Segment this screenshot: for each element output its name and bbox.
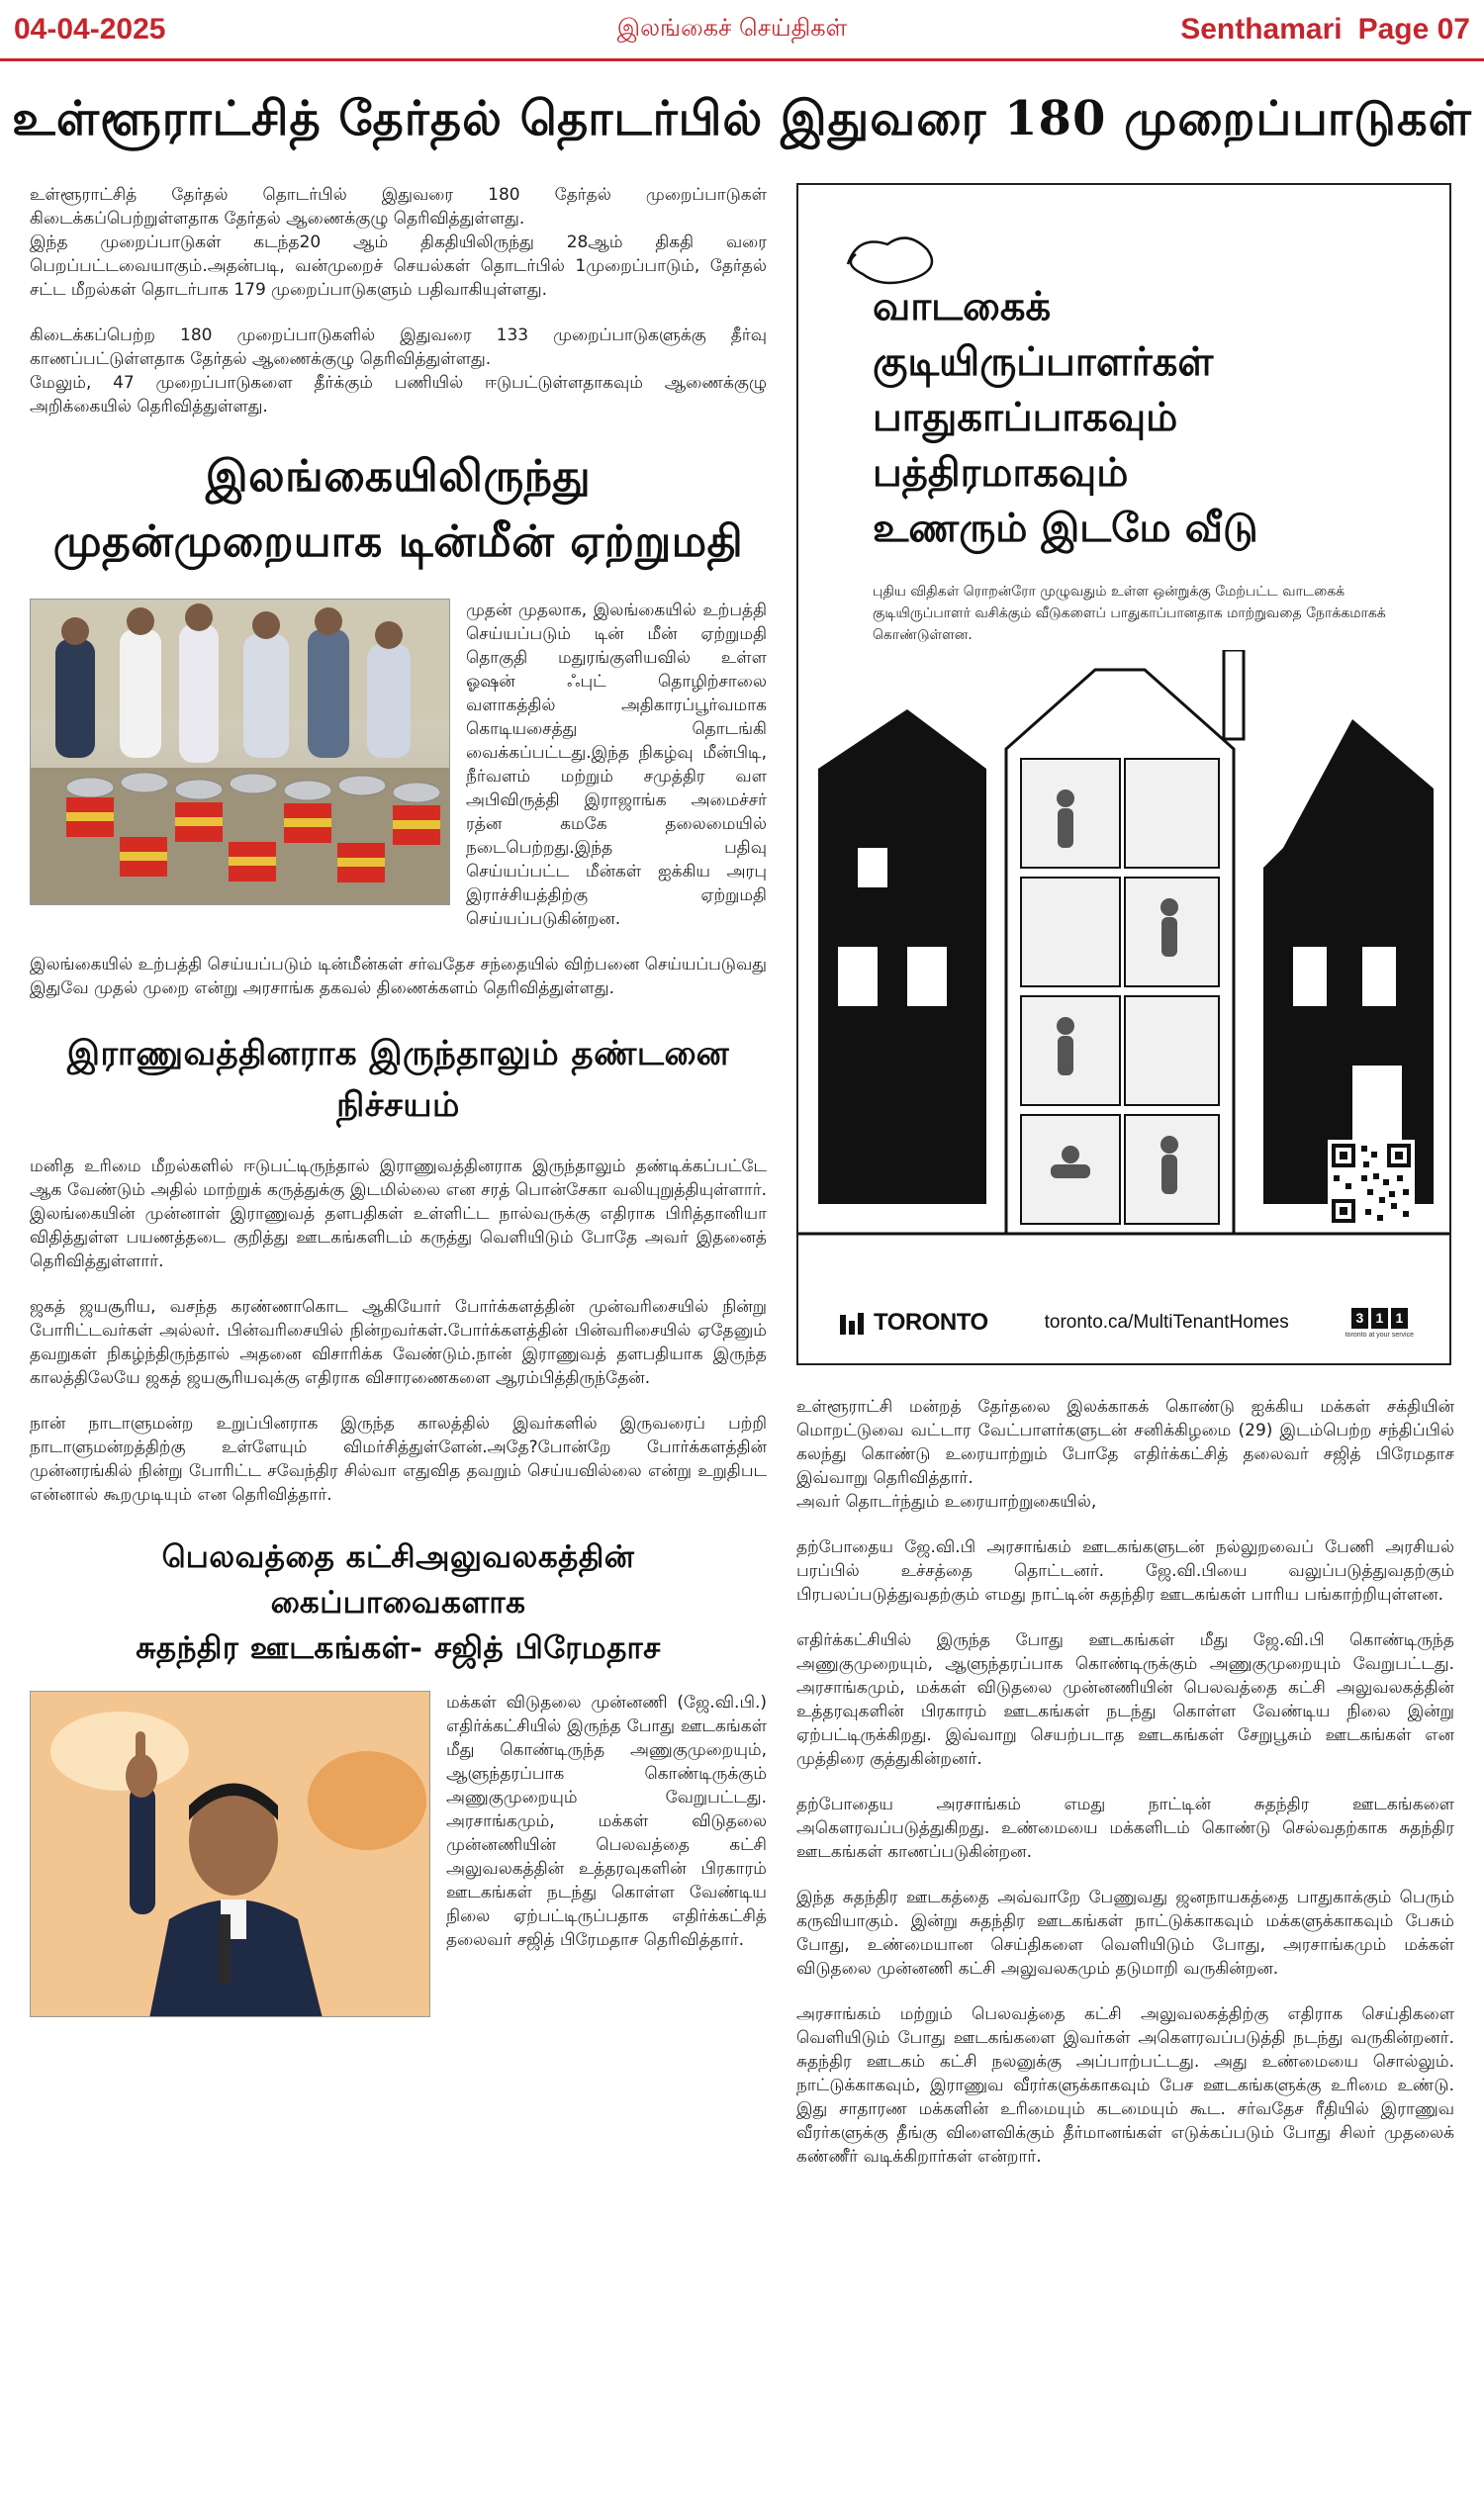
article-headline: இராணுவத்தினராக இருந்தாலும் தண்டனை நிச்சயம்	[66, 1034, 730, 1125]
article-headline	[30, 1534, 767, 1671]
publication-info	[1154, 13, 1470, 46]
headline-line: முதன்முறையாக டின்மீன் ஏற்றுமதி	[52, 516, 744, 567]
speaker-photo	[30, 1691, 430, 2017]
ad-headline-line: உணரும் இடமே வீடு	[873, 506, 1258, 551]
paragraph: மனித உரிமை மீறல்களில் ஈடுபட்டிருந்தால் இராணுவத்தினராக இருந்தாலும் தண்டிக்கப்பட்டே ஆக வேண்டும் அதில் மாற்றுக் கருத்துக்கு இடமில்லை என சரத் பொன்சேகா வலியுறுத்தியுள்ளார். இலங்கையின் முன்னாள் இராணுவத் தளபதிகள் உள்ளிட்ட நால்வருக்கு எதிராக பிரித்தானியா விதித்துள்ள பயணத்தடை குறித்து ஊடகங்களிடம் கருத்து வெளியிடும் போதே அவர் இதனைத் தெரிவித்துள்ளார்.	[30, 1157, 767, 1271]
paragraph: மக்கள் விடுதலை முன்னணி (ஜே.வி.பி.) எதிர்க்கட்சியில் இருந்த போது ஊடகங்கள் மீது கொண்டிருந்த அணுகுமுறையும், ஆளுந்தரப்பாக கொண்டிருக்கும் அணுகுமுறையும் வேறுபட்டது. அரசாங்கமும், மக்கள் விடுதலை முன்னணியின் பெலவத்தை கட்சி அலுவலகத்தின் உத்தரவுகளின் பிரகாரம் ஊடகங்கள் நடந்து கொள்ள வேண்டிய நிலை ஏற்பட்டிருப்பதாக எதிர்க்கட்சித் தலைவர் சஜித் பிரேமதாச தெரிவித்தார்.	[446, 1693, 767, 1950]
page-header	[0, 0, 1484, 61]
paragraph: இந்த சுதந்திர ஊடகத்தை அவ்வாறே பேணுவது ஜனநாயகத்தை பாதுகாக்கும் பெரும் கருவியாகும். இன்று சுதந்திர ஊடகங்கள் நாட்டுக்காகவும் மக்களுக்காகவும் பேசும் போது, உண்மையான செய்திகளை வெளியிடும் போது, அரசாங்கமும் மக்கள் விடுதலை முன்னணி கட்சி அலுவலகமும் தடுமாறி வருகின்றன.	[796, 1888, 1454, 1979]
badge-digit: 3	[1351, 1308, 1368, 1329]
paragraph: கிடைக்கப்பெற்ற 180 முறைப்பாடுகளில் இதுவரை 133 முறைப்பாடுகளுக்கு தீர்வு காணப்பட்டுள்ளதாக தேர்தல் ஆணைக்குழு தெரிவித்துள்ளது.	[30, 325, 767, 369]
ad-headline-line: குடியிருப்பாளர்கள்	[873, 339, 1214, 385]
paragraph: நான் நாடாளுமன்ற உறுப்பினராக இருந்த காலத்தில் இவர்களில் இருவரைப் பற்றி நாடாளுமன்றத்திற்கு உள்ளேயும் விமர்சித்துள்ளேன்.அதே?போன்றே போர்க்களத்தின் முன்னரங்கில் நின்று போரிட்ட சவேந்திர சில்வா எதுவித தவறும் செய்யவில்லை என்று உறுதிபட என்னால் கூறமுடியும் என தெரிவித்தார்.	[30, 1414, 767, 1505]
paragraph: உள்ளூராட்சித் தேர்தல் தொடர்பில் இதுவரை 180 தேர்தல் முறைப்பாடுகள் கிடைக்கப்பெற்றுள்ளதாக தேர்தல் ஆணைக்குழு தெரிவித்துள்ளது.	[30, 185, 767, 229]
ad-headline-line: பத்திரமாகவும்	[873, 450, 1129, 496]
article-complaints	[30, 183, 767, 418]
article-media	[30, 1534, 767, 2027]
paragraph: அரசாங்கம் மற்றும் பெலவத்தை கட்சி அலுவலகத்திற்கு எதிராக செய்திகளை வெளியிடும் போது ஊடகங்களை இவர்கள் அகௌரவப்படுத்தி நடந்து வருகின்றனர். சுதந்திர ஊடகம் கட்சி நலனுக்கு அப்பாற்பட்டது. அது உண்மையை சொல்லும். நாட்டுக்காகவும், இராணுவ வீரர்களுக்காகவும் பேச ஊடகங்களுக்கு உரிமை உண்டு. இது சாதாரண மக்களின் உரிமையும் கடமையும் கூட. சர்வதேச ரீதியில் இராணுவ வீரர்களுக்கு தீங்கு விளைவிக்கும் தீர்மானங்கள் எடுக்கப்படும் போது சிலர் முதலைக் கண்ணீர் வடிக்கிறார்கள் என்றார்.	[796, 2004, 1454, 2167]
paragraph: இந்த முறைப்பாடுகள் கடந்த20 ஆம் திகதியிலிருந்து 28ஆம் திகதி வரை பெறப்பட்டவையாகும்.அதன்படி, வன்முறைச் செயல்கள் தொடர்பில் 1முறைப்பாடும், தேர்தல் சட்ட மீறல்கள் தொடர்பாக 179 முறைப்பாடுகளும் பதிவாகியுள்ளது.	[30, 232, 767, 300]
ad-headline-line: வாடகைக்	[873, 284, 1052, 329]
paragraph: அவர் தொடர்ந்தும் உரையாற்றுகையில்,	[796, 1492, 1097, 1512]
section-name: இலங்கைச் செய்திகள்	[616, 14, 848, 42]
paragraph: தற்போதைய ஜே.வி.பி அரசாங்கம் ஊடகங்களுடன் நல்லுறவைப் பேணி அரசியல் பரப்பில் உச்சத்தை தொட்டனர். ஜே.வி.பியை வலுப்படுத்துவதற்கும் பிரபலப்படுத்துவதற்கும் எமது நாட்டின் சுதந்திர ஊடகங்கள் பாரிய பங்காற்றியுள்ளன.	[796, 1537, 1454, 1605]
headline-line: இலங்கையிலிருந்து	[205, 451, 592, 502]
paragraph: ஜகத் ஜயசூரிய, வசந்த கரண்ணாகொட ஆகியோர் போர்க்களத்தின் முன்வரிசையில் நின்று போரிட்டவர்கள் அல்லர். பின்வரிசையில் நின்றவர்கள்.போர்க்களத்தின் பின்வரிசையில் ஏதேனும் தவறுகள் நிகழ்ந்திருந்தால் அதனை விசாரிக்க வேண்டும்.நான் இராணுவத் தளபதியாக இருந்த காலத்திலேயே ஜகத் ஜயசூரியவுக்கு எதிராக விசாரணைகளை ஆரம்பித்திருந்தேன்.	[30, 1297, 767, 1388]
ad-footer	[798, 1283, 1451, 1362]
publication-name: Senthamari	[1180, 12, 1343, 46]
qr-code[interactable]	[1328, 1140, 1415, 1227]
article-headline	[30, 444, 767, 575]
badge-digit: 1	[1391, 1308, 1408, 1329]
main-headline: உள்ளூராட்சித் தேர்தல் தொடர்பில் இதுவரை 180 முறைப்பாடுகள்	[12, 91, 1472, 146]
badge-digit: 1	[1371, 1308, 1388, 1329]
paragraph: எதிர்க்கட்சியில் இருந்த போது ஊடகங்கள் மீது ஜே.வி.பி கொண்டிருந்த அணுகுமுறையும், ஆளுந்தரப்பாக கொண்டிருக்கும் அணுகுமுறையும் வேறுபட்டது. அரசாங்கமும், மக்கள் விடுதலை முன்னணியின் பெலவத்தை கட்சி அலுவலகத்தின் உத்தரவுகளின் பிரகாரம் ஊடகங்கள் நடந்து கொள்ள வேண்டிய நிலை இன்று ஏற்பட்டிருக்கிறது. இவ்வாறு செயற்படாத ஊடகங்கள் சேறுபூசும் ஊடகங்கள் என முத்திரை குத்துகின்றனர்.	[796, 1630, 1454, 1769]
paragraph: இலங்கையில் உற்பத்தி செய்யப்படும் டின்மீன்கள் சர்வதேச சந்தையில் விற்பனை செய்யப்படுவது இதுவே முதல் முறை என்று அரசாங்க தகவல் திணைக்களம் தெரிவித்துள்ளது.	[30, 955, 767, 998]
ad-headline-line: பாதுகாப்பாகவும்	[873, 395, 1178, 440]
tinfish-photo	[30, 599, 450, 905]
paragraph: முதன் முதலாக, இலங்கையில் உற்பத்தி செய்யப்படும் டின் மீன் ஏற்றுமதி தொகுதி மதுரங்குளியவில் உள்ள ஓஷன் ஃபுட் தொழிற்சாலை வளாகத்தில் அதிகாரப்பூர்வமாக கொடியசைத்து தொடங்கி வைக்கப்பட்டது.இந்த நிகழ்வு மீன்பிடி, நீர்வளம் மற்றும் சமுத்திர வள அபிவிருத்தி இராஜாங்க அமைச்சர் ரத்ன கமகே தலைமையில் நடைபெற்றது.இந்த பதிவு செய்யப்பட்ட மீன்கள் ஐக்கிய அரபு இராச்சியத்திற்கு ஏற்றுமதி செய்யப்படுகின்றன.	[466, 601, 767, 929]
headline-line: சுதந்திர ஊடகங்கள்- சஜித் பிரேமதாச	[136, 1630, 661, 1666]
paragraph: உள்ளூராட்சி மன்றத் தேர்தலை இலக்காகக் கொண்டு ஐக்கிய மக்கள் சக்தியின் மொறட்டுவை வட்டார வேட்பாளர்களுடன் சனிக்கிழமை (29) இடம்பெற்ற சந்திப்பில் கலந்து கொண்டு உரையாற்றும் போதே எதிர்க்கட்சித் தலைவர் சஜித் பிரேமதாச இவ்வாறு தெரிவித்தார்.	[796, 1397, 1454, 1488]
paragraph: மேலும், 47 முறைப்பாடுகளை தீர்க்கும் பணியில் ஈடுபட்டுள்ளதாகவும் ஆணைக்குழு அறிக்கையில் தெரிவித்துள்ளது.	[30, 373, 767, 417]
article-army	[30, 1028, 767, 1507]
page-number: Page 07	[1357, 12, 1470, 46]
badge-tagline: toronto at your service	[1345, 1331, 1414, 1339]
ad-url[interactable]: toronto.ca/MultiTenantHomes	[1044, 1312, 1289, 1333]
toronto-wordmark: TORONTO	[874, 1309, 988, 1336]
right-column	[796, 1395, 1454, 2169]
left-column	[30, 183, 767, 2027]
toronto-advertisement	[796, 183, 1451, 1365]
article-tinfish	[30, 444, 767, 1000]
ad-headline	[873, 279, 1387, 556]
headline-line: பெலவத்தை கட்சிஅலுவலகத்தின் கைப்பாவைகளாக	[161, 1539, 635, 1621]
issue-date: 04-04-2025	[14, 12, 166, 46]
ad-description: புதிய விதிகள் ரொறன்ரோ முழுவதும் உள்ள ஒன்றுக்கு மேற்பட்ட வாடகைக் குடியிருப்பாளர் வசிக்கும் வீடுகளைப் பாதுகாப்பானதாக மாற்றுவதை நோக்கமாகக் கொண்டுள்ளன.	[873, 584, 1386, 643]
paragraph: தற்போதைய அரசாங்கம் எமது நாட்டின் சுதந்திர ஊடகங்களை அகௌரவப்படுத்துகிறது. உண்மையை மக்களிடம் கொண்டு செல்வதற்காக சுதந்திர ஊடகங்கள் காணப்படுகின்றன.	[796, 1795, 1454, 1862]
toronto-logo	[838, 1309, 988, 1337]
city-hall-icon	[838, 1309, 866, 1337]
311-badge	[1345, 1308, 1414, 1339]
